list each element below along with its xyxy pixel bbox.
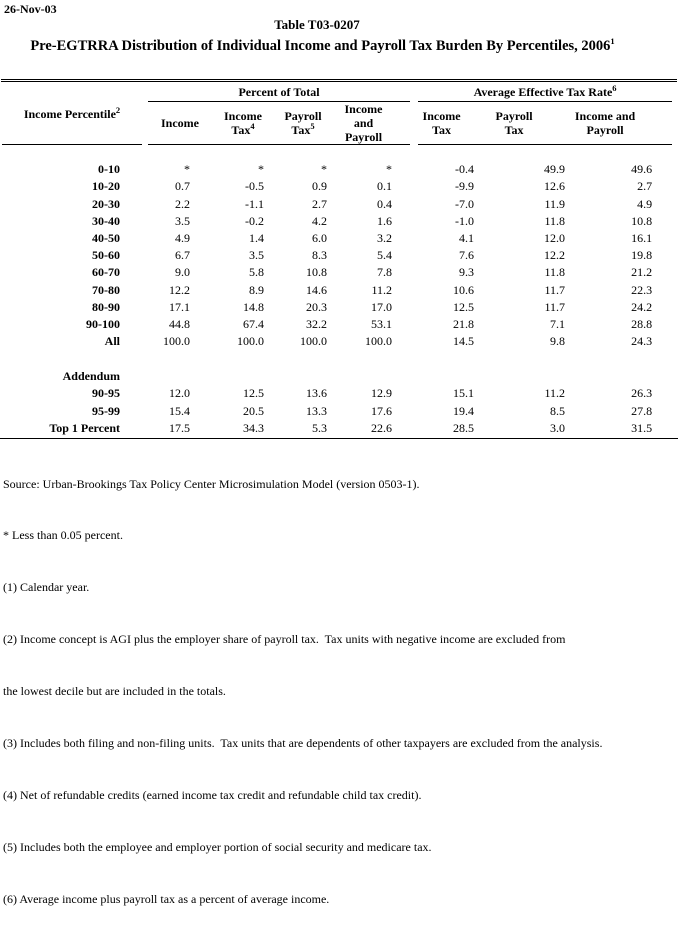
- value-cell: 11.8: [544, 213, 566, 228]
- addendum-header-row: [2, 367, 672, 384]
- value-cell: 0.7: [175, 179, 190, 194]
- column-gap: [410, 384, 418, 401]
- column-gap: [410, 246, 418, 263]
- value-cell: 26.3: [631, 386, 653, 401]
- table-row: [2, 384, 672, 401]
- value-cell: 20.5: [243, 403, 264, 418]
- value-cell: 0.1: [377, 179, 393, 194]
- value-cell: 9.8: [550, 334, 566, 349]
- value-cell: 13.3: [306, 403, 327, 418]
- row-label: 95-99: [92, 403, 120, 418]
- income-percentile-label: Income Percentile: [23, 106, 116, 121]
- value-cell: *: [386, 162, 393, 177]
- value-cell: 5.8: [249, 265, 264, 280]
- value-cell: *: [321, 162, 327, 177]
- footnote-line: (1) Calendar year.: [3, 580, 90, 595]
- table-row: [2, 280, 672, 297]
- row-label: Top 1 Percent: [49, 420, 120, 435]
- value-cell: 11.7: [544, 299, 566, 314]
- value-cell: -1.0: [455, 213, 475, 228]
- value-cell: 20.3: [306, 299, 327, 314]
- source-line: Source: Urban-Brookings Tax Policy Center Microsimulation Model (version 0503-1).: [3, 476, 420, 491]
- value-cell: 17.0: [371, 299, 393, 314]
- value-cell: 14.8: [243, 299, 264, 314]
- footnote-line: (4) Net of refundable credits (earned income tax credit and refundable child tax credit).: [3, 787, 422, 802]
- value-cell: 8.9: [249, 282, 264, 297]
- value-cell: 8.3: [312, 248, 327, 263]
- footnote-line: (2) Income concept is AGI plus the employer share of payroll tax. Tax units with negative income are excluded from: [3, 632, 566, 647]
- value-cell: 100.0: [365, 334, 393, 349]
- value-cell: 3.2: [377, 230, 393, 245]
- table-row: [2, 401, 672, 418]
- group-header-average-effective-tax-rate: [418, 85, 672, 101]
- value-cell: 5.3: [312, 420, 327, 435]
- col-header-income-and-payroll-rate: Income and Payroll: [568, 101, 672, 144]
- value-cell: 22.3: [631, 282, 653, 297]
- value-cell: -0.5: [245, 179, 264, 194]
- row-label: 40-50: [92, 230, 120, 245]
- column-gap: [410, 332, 418, 349]
- value-cell: 11.2: [371, 282, 393, 297]
- footnote-marker-6: 6: [612, 83, 617, 94]
- footnote-marker-4: 4: [250, 120, 255, 131]
- value-cell: *: [258, 162, 264, 177]
- table-title-text: Pre-EGTRRA Distribution of Individual Income and Payroll Tax Burden By Percentiles, 2006: [30, 38, 611, 54]
- value-cell: -7.0: [455, 196, 475, 211]
- column-gap: [410, 160, 418, 177]
- value-cell: 12.2: [169, 282, 190, 297]
- value-cell: 4.2: [312, 213, 327, 228]
- table-row: [2, 177, 672, 194]
- value-cell: 0.4: [377, 196, 393, 211]
- value-cell: 4.9: [175, 230, 190, 245]
- col-header-income-share: Income: [148, 101, 212, 144]
- group-header-percent-of-total: [148, 85, 410, 101]
- value-cell: -0.2: [245, 213, 264, 228]
- value-cell: 100.0: [163, 334, 190, 349]
- value-cell: 3.5: [175, 213, 190, 228]
- table-row: [2, 229, 672, 246]
- row-label: 60-70: [92, 265, 120, 280]
- title-footnote-marker: 1: [610, 36, 615, 47]
- value-cell: 34.3: [243, 420, 264, 435]
- value-cell: 9.3: [459, 265, 475, 280]
- value-cell: 11.2: [544, 386, 566, 401]
- value-cell: 16.1: [631, 230, 653, 245]
- value-cell: 17.5: [169, 420, 190, 435]
- value-cell: 4.9: [637, 196, 653, 211]
- value-cell: 11.9: [544, 196, 566, 211]
- row-label: 10-20: [92, 179, 120, 194]
- value-cell: 2.7: [312, 196, 327, 211]
- value-cell: 2.2: [175, 196, 190, 211]
- table-row: [2, 212, 672, 229]
- value-cell: 15.1: [453, 386, 475, 401]
- footnote-line: (3) Includes both filing and non-filing units. Tax units that are dependents of other taxpayers are excluded from the analysis.: [3, 736, 603, 751]
- table-row: [2, 194, 672, 211]
- footnote-line: (5) Includes both the employee and employer portion of social security and medicare tax.: [3, 839, 432, 854]
- value-cell: 7.6: [459, 248, 475, 263]
- addendum-label: Addendum: [62, 369, 120, 384]
- value-cell: 28.5: [453, 420, 475, 435]
- row-label: 90-100: [86, 316, 120, 331]
- value-cell: 7.1: [550, 316, 566, 331]
- spacer-row: [2, 349, 672, 367]
- value-cell: 28.8: [631, 316, 653, 331]
- avg-effective-tax-rate-label: Average Effective Tax Rate: [473, 85, 613, 100]
- table-row-all: [2, 332, 672, 349]
- col-header-payroll-tax-rate: Payroll Tax: [480, 101, 568, 144]
- column-gap: [410, 401, 418, 418]
- table-row: [2, 160, 672, 177]
- value-cell: 15.4: [169, 403, 190, 418]
- value-cell: 5.4: [377, 248, 393, 263]
- row-label: 30-40: [92, 213, 120, 228]
- value-cell: 24.3: [631, 334, 653, 349]
- column-gap: [410, 177, 418, 194]
- value-cell: 67.4: [243, 316, 264, 331]
- value-cell: 8.5: [550, 403, 566, 418]
- footnote-line: * Less than 0.05 percent.: [3, 528, 123, 543]
- footnotes: [3, 441, 677, 943]
- value-cell: 3.5: [249, 248, 264, 263]
- value-cell: 32.2: [306, 316, 327, 331]
- value-cell: 11.7: [544, 282, 566, 297]
- value-cell: 1.6: [377, 213, 393, 228]
- value-cell: 0.9: [312, 179, 327, 194]
- table-row: [2, 246, 672, 263]
- table-row: [2, 315, 672, 332]
- column-gap: [410, 419, 418, 436]
- value-cell: 12.2: [544, 248, 566, 263]
- value-cell: 12.5: [453, 299, 475, 314]
- value-cell: 44.8: [169, 316, 190, 331]
- value-cell: 9.0: [175, 265, 190, 280]
- value-cell: 17.1: [169, 299, 190, 314]
- value-cell: -9.9: [455, 179, 475, 194]
- footnote-marker-5: 5: [310, 120, 315, 131]
- value-cell: 2.7: [637, 179, 653, 194]
- column-gap: [410, 229, 418, 246]
- value-cell: 21.8: [453, 316, 475, 331]
- value-cell: -0.4: [455, 162, 475, 177]
- value-cell: 19.4: [453, 403, 475, 418]
- value-cell: 10.8: [631, 213, 653, 228]
- value-cell: 12.9: [371, 386, 393, 401]
- table-title: [0, 38, 645, 55]
- group-header-row: [2, 85, 672, 101]
- value-cell: 27.8: [631, 403, 653, 418]
- value-cell: 7.8: [377, 265, 393, 280]
- row-label: 90-95: [92, 386, 120, 401]
- row-label: 70-80: [92, 282, 120, 297]
- value-cell: 12.5: [243, 386, 264, 401]
- value-cell: 6.7: [175, 248, 190, 263]
- value-cell: 14.5: [453, 334, 475, 349]
- value-cell: 4.1: [459, 230, 475, 245]
- value-cell: 3.0: [550, 420, 566, 435]
- col-header-payroll-tax-share: Payroll Tax$^5$: [284, 101, 342, 144]
- value-cell: 31.5: [631, 420, 653, 435]
- column-gap: [410, 85, 418, 144]
- footnote-line: (6) Average income plus payroll tax as a percent of average income.: [3, 891, 330, 906]
- value-cell: 11.8: [544, 265, 566, 280]
- value-cell: 12.0: [544, 230, 566, 245]
- table-row: [2, 298, 672, 315]
- value-cell: 21.2: [631, 265, 653, 280]
- value-cell: 53.1: [371, 316, 393, 331]
- row-label: 20-30: [92, 196, 120, 211]
- footnote-marker-2: 2: [115, 104, 121, 115]
- table-row: [2, 419, 672, 436]
- tax-burden-table: [2, 85, 672, 436]
- row-label: 0-10: [98, 162, 120, 177]
- bottom-rule: [0, 438, 678, 439]
- column-gap: [410, 212, 418, 229]
- value-cell: 100.0: [237, 334, 264, 349]
- value-cell: 13.6: [306, 386, 327, 401]
- value-cell: 6.0: [312, 230, 327, 245]
- value-cell: 49.9: [544, 162, 566, 177]
- value-cell: 22.6: [371, 420, 393, 435]
- table-number: Table T03-0207: [274, 17, 360, 32]
- value-cell: 14.6: [306, 282, 327, 297]
- value-cell: 10.6: [453, 282, 475, 297]
- row-label: 50-60: [92, 248, 120, 263]
- column-gap: [410, 298, 418, 315]
- value-cell: 19.8: [631, 248, 653, 263]
- value-cell: 100.0: [300, 334, 327, 349]
- col-header-income-tax-share: Income Tax$^4$: [212, 101, 284, 144]
- value-cell: -1.1: [245, 196, 264, 211]
- col-header-income-percentile: [2, 85, 142, 144]
- table-body: [2, 144, 672, 436]
- value-cell: 49.6: [631, 162, 653, 177]
- value-cell: 12.6: [544, 179, 566, 194]
- row-label: 80-90: [92, 299, 120, 314]
- value-cell: 17.6: [371, 403, 393, 418]
- value-cell: 10.8: [306, 265, 327, 280]
- date-label: 26-Nov-03: [4, 2, 57, 16]
- value-cell: 24.2: [631, 299, 653, 314]
- column-gap: [410, 263, 418, 280]
- table-row: [2, 263, 672, 280]
- row-label: All: [104, 334, 120, 349]
- spacer-row: [2, 144, 672, 160]
- footnote-line: the lowest decile but are included in the totals.: [3, 684, 226, 699]
- percent-of-total-label: Percent of Total: [238, 85, 320, 100]
- column-gap: [410, 194, 418, 211]
- value-cell: *: [184, 162, 190, 177]
- value-cell: 12.0: [169, 386, 190, 401]
- column-gap: [410, 280, 418, 297]
- top-double-rule: [1, 79, 677, 82]
- col-header-income-tax-rate: Income Tax: [418, 101, 480, 144]
- column-gap: [410, 315, 418, 332]
- value-cell: 1.4: [249, 230, 264, 245]
- col-header-income-and-payroll-share: Income and Payroll: [342, 101, 410, 144]
